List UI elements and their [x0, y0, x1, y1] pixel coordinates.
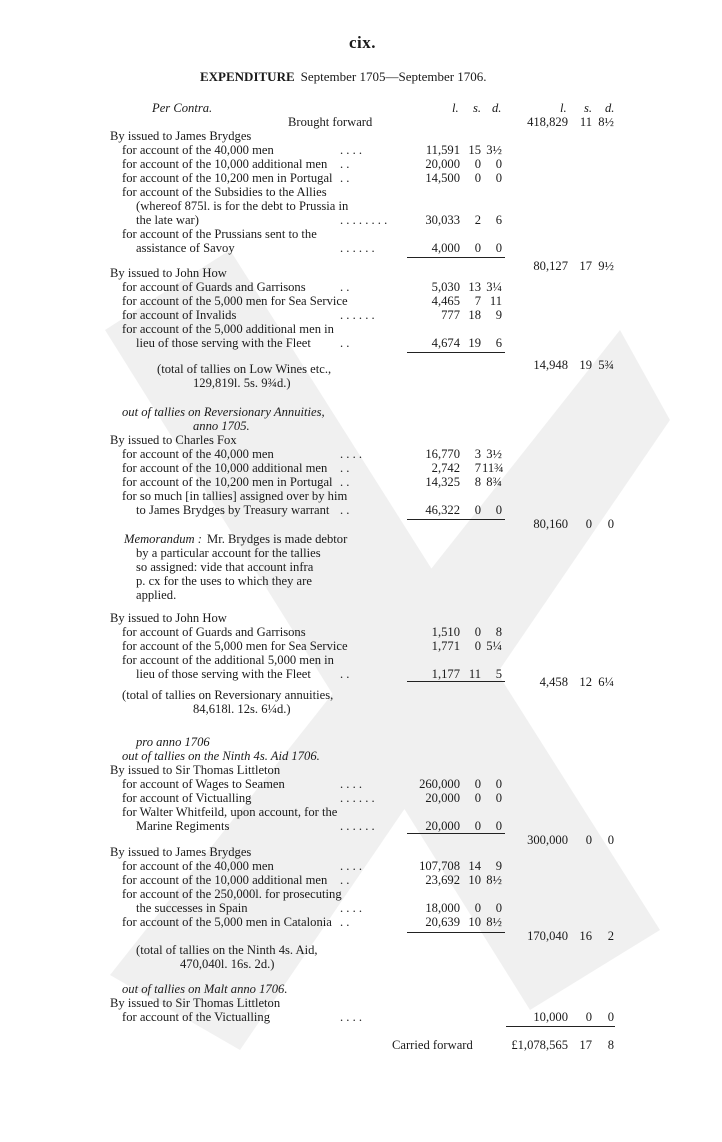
a-total-d: 9½ [598, 259, 614, 273]
e-intro-0: pro anno 1706 [136, 735, 210, 749]
e-row-2-text: for Walter Whitfeild, upon account, for the [122, 805, 338, 819]
f-row-0-text: for account of the 40,000 men [122, 859, 274, 873]
e-row-3-l: 20,000 [425, 819, 460, 833]
d-total-s: 12 [579, 675, 592, 689]
col-header-s-inner: s. [473, 101, 482, 115]
d-row-0-text: for account of Guards and Garrisons [122, 625, 306, 639]
b-row-4-text: lieu of those serving with the Fleet [136, 336, 311, 350]
c-row-2-l: 14,325 [425, 475, 460, 489]
a-row-0-l: 11,591 [425, 143, 460, 157]
c-intro-1: anno 1705. [193, 419, 250, 433]
d-row-1-l: 1,771 [431, 639, 460, 653]
a-row-1-text: for account of the 10,000 additional men [122, 157, 328, 171]
f-row-3-l: 18,000 [425, 901, 460, 915]
e-row-1-text: for account of Victualling [122, 791, 252, 805]
f-row-4-s: 10 [468, 915, 481, 929]
c-row-0-dots: . . . . [340, 447, 363, 461]
brought-forward-label: Brought forward [288, 115, 373, 129]
memo-line-3: p. cx for the uses to which they are [136, 574, 312, 588]
a-row-1-d: 0 [495, 157, 502, 171]
memo-line-0 [124, 532, 347, 546]
c-title: By issued to Charles Fox [110, 433, 237, 447]
a-title: By issued to James Brydges [110, 129, 252, 143]
b-row-2-d: 9 [495, 308, 502, 322]
c-row-3-text: for so much [in tallies] assigned over by him [122, 489, 348, 503]
f-row-2-text: for account of the 250,000l. for prosecuting [122, 887, 342, 901]
e-total-l: 300,000 [527, 833, 568, 847]
c-row-0-s: 3 [474, 447, 481, 461]
f-row-1-s: 10 [468, 873, 481, 887]
c-row-2-s: 8 [474, 475, 481, 489]
c-row-1-d: 11¾ [482, 461, 504, 475]
b-total-d: 5¾ [598, 358, 614, 372]
c-intro-0: out of tallies on Reversionary Annuities, [122, 405, 325, 419]
f-row-3-d: 0 [495, 901, 502, 915]
c-row-1-dots: . . [340, 461, 350, 475]
col-header-l-outer: l. [560, 101, 567, 115]
b-row-1-l: 4,465 [431, 294, 460, 308]
b-row-2-dots: . . . . . . [340, 308, 375, 322]
memo-label: Memorandum : [124, 532, 202, 546]
g-row-0-s: 0 [585, 1010, 592, 1024]
g-row-0-l: 10,000 [533, 1010, 568, 1024]
carried-forward-d: 8 [607, 1038, 614, 1052]
g-title: By issued to Sir Thomas Littleton [110, 996, 281, 1010]
f-note-0: (total of tallies on the Ninth 4s. Aid, [136, 943, 318, 957]
a-row-5-text: the late war) [136, 213, 199, 227]
f-title: By issued to James Brydges [110, 845, 252, 859]
f-row-4-text: for account of the 5,000 men in Catalonia [122, 915, 332, 929]
a-row-7-l: 4,000 [431, 241, 460, 255]
f-total-s: 16 [579, 929, 592, 943]
b-title: By issued to John How [110, 266, 227, 280]
c-row-4-text: to James Brydges by Treasury warrant [136, 503, 330, 517]
e-row-0-s: 0 [474, 777, 481, 791]
a-row-5-dots: . . . . . . . . [340, 213, 388, 227]
e-total-d: 0 [607, 833, 614, 847]
c-row-4-dots: . . [340, 503, 350, 517]
memo-line-1: by a particular account for the tallies [136, 546, 321, 560]
d-note-0: (total of tallies on Reversionary annuities, [122, 688, 334, 702]
a-row-7-s: 0 [474, 241, 481, 255]
b-row-4-d: 6 [495, 336, 502, 350]
a-row-2-l: 14,500 [425, 171, 460, 185]
a-row-0-text: for account of the 40,000 men [122, 143, 274, 157]
a-row-2-s: 0 [474, 171, 481, 185]
a-row-3-text: for account of the Subsidies to the Allies [122, 185, 327, 199]
c-row-1-s: 7 [474, 461, 481, 475]
f-row-1-text: for account of the 10,000 additional men [122, 873, 328, 887]
f-row-0-l: 107,708 [419, 859, 460, 873]
f-row-1-d: 8½ [486, 873, 502, 887]
a-row-1-s: 0 [474, 157, 481, 171]
e-row-1-s: 0 [474, 791, 481, 805]
a-row-7-dots: . . . . . . [340, 241, 375, 255]
c-row-0-d: 3½ [486, 447, 502, 461]
brought-forward-l: 418,829 [527, 115, 568, 129]
f-row-3-dots: . . . . [340, 901, 363, 915]
heading-dates: September 1705—September 1706. [300, 69, 487, 84]
b-row-0-d: 3¼ [486, 280, 502, 294]
d-row-0-l: 1,510 [431, 625, 460, 639]
col-header-d-inner: d. [492, 101, 502, 115]
f-subtotal-rule [407, 932, 505, 933]
a-row-1-dots: . . [340, 157, 350, 171]
a-row-2-text: for account of the 10,200 men in Portugal [122, 171, 333, 185]
d-total-l: 4,458 [539, 675, 568, 689]
e-row-0-l: 260,000 [419, 777, 460, 791]
b-row-0-dots: . . [340, 280, 350, 294]
e-row-0-d: 0 [495, 777, 502, 791]
c-row-4-d: 0 [495, 503, 502, 517]
a-row-0-dots: . . . . [340, 143, 363, 157]
col-header-d-outer: d. [605, 101, 615, 115]
e-row-3-d: 0 [495, 819, 502, 833]
d-row-3-l: 1,177 [431, 667, 460, 681]
e-subtotal-rule [407, 833, 505, 834]
f-row-0-d: 9 [495, 859, 502, 873]
c-subtotal-rule [407, 519, 505, 520]
e-row-1-d: 0 [495, 791, 502, 805]
f-total-d: 2 [607, 929, 614, 943]
b-total-l: 14,948 [533, 358, 568, 372]
e-row-1-l: 20,000 [425, 791, 460, 805]
b-row-1-s: 7 [474, 294, 481, 308]
c-row-2-dots: . . [340, 475, 350, 489]
b-row-0-text: for account of Guards and Garrisons [122, 280, 306, 294]
memo-line-2: so assigned: vide that account infra [136, 560, 314, 574]
brought-forward-s: 11 [579, 115, 592, 129]
a-row-7-d: 0 [495, 241, 502, 255]
c-row-0-l: 16,770 [425, 447, 460, 461]
c-row-1-text: for account of the 10,000 additional men [122, 461, 328, 475]
carried-forward-s: 17 [579, 1038, 592, 1052]
b-note-0: (total of tallies on Low Wines etc., [157, 362, 332, 376]
per-contra-label: Per Contra. [152, 101, 213, 115]
col-header-l-inner: l. [452, 101, 459, 115]
b-row-4-dots: . . [340, 336, 350, 350]
memo-text-0: Mr. Brydges is made debtor [207, 532, 348, 546]
f-row-1-l: 23,692 [425, 873, 460, 887]
b-row-0-s: 13 [468, 280, 481, 294]
d-title: By issued to John How [110, 611, 227, 625]
a-total-l: 80,127 [533, 259, 568, 273]
c-total-d: 0 [607, 517, 614, 531]
c-total-s: 0 [585, 517, 592, 531]
f-row-3-text: the successes in Spain [136, 901, 248, 915]
e-row-3-text: Marine Regiments [136, 819, 230, 833]
d-row-3-d: 5 [495, 667, 502, 681]
g-row-0-text: for account of the Victualling [122, 1010, 270, 1024]
c-row-2-d: 8¾ [486, 475, 502, 489]
b-row-2-text: for account of Invalids [122, 308, 237, 322]
a-row-5-d: 6 [495, 213, 502, 227]
b-row-2-s: 18 [468, 308, 481, 322]
a-row-2-dots: . . [340, 171, 350, 185]
f-row-4-l: 20,639 [425, 915, 460, 929]
c-row-4-l: 46,322 [425, 503, 460, 517]
d-subtotal-rule [407, 681, 505, 682]
a-subtotal-rule [407, 257, 505, 258]
g-intro-0: out of tallies on Malt anno 1706. [122, 982, 288, 996]
b-row-3-text: for account of the 5,000 additional men in [122, 322, 334, 336]
b-row-1-text: for account of the 5,000 men for Sea Service [122, 294, 348, 308]
carried-forward-label: Carried forward [392, 1038, 473, 1052]
f-row-4-d: 8½ [486, 915, 502, 929]
b-row-2-l: 777 [441, 308, 460, 322]
page-heading [200, 70, 487, 84]
brought-forward-d: 8½ [598, 115, 614, 129]
d-row-0-d: 8 [495, 625, 502, 639]
d-row-2-text: for account of the additional 5,000 men in [122, 653, 334, 667]
a-row-7-text: assistance of Savoy [136, 241, 235, 255]
e-total-s: 0 [585, 833, 592, 847]
g-row-0-d: 0 [607, 1010, 614, 1024]
a-row-4-text: (whereof 875l. is for the debt to Prussia in [136, 199, 349, 213]
a-row-5-s: 2 [474, 213, 481, 227]
g-row-0-dots: . . . . [340, 1010, 363, 1024]
b-subtotal-rule [407, 352, 505, 353]
a-total-s: 17 [579, 259, 592, 273]
d-row-3-s: 11 [468, 667, 481, 681]
b-row-0-l: 5,030 [431, 280, 460, 294]
e-intro-1: out of tallies on the Ninth 4s. Aid 1706. [122, 749, 320, 763]
d-row-3-text: lieu of those serving with the Fleet [136, 667, 311, 681]
b-row-1-d: 11 [489, 294, 502, 308]
b-total-s: 19 [579, 358, 592, 372]
memo-line-4: applied. [136, 588, 177, 602]
a-row-1-l: 20,000 [425, 157, 460, 171]
a-row-2-d: 0 [495, 171, 502, 185]
e-row-1-dots: . . . . . . [340, 791, 375, 805]
d-row-0-s: 0 [474, 625, 481, 639]
e-row-3-s: 0 [474, 819, 481, 833]
d-row-1-d: 5¼ [486, 639, 502, 653]
c-row-4-s: 0 [474, 503, 481, 517]
f-row-4-dots: . . [340, 915, 350, 929]
e-title: By issued to Sir Thomas Littleton [110, 763, 281, 777]
c-row-0-text: for account of the 40,000 men [122, 447, 274, 461]
f-row-1-dots: . . [340, 873, 350, 887]
b-row-4-s: 19 [468, 336, 481, 350]
c-total-l: 80,160 [533, 517, 568, 531]
a-row-0-d: 3½ [486, 143, 502, 157]
d-note-1: 84,618l. 12s. 6¼d.) [193, 702, 291, 716]
a-row-0-s: 15 [468, 143, 481, 157]
a-row-5-l: 30,033 [425, 213, 460, 227]
e-row-0-text: for account of Wages to Seamen [122, 777, 285, 791]
e-row-3-dots: . . . . . . [340, 819, 375, 833]
heading-bold: EXPENDITURE [200, 69, 295, 84]
c-row-2-text: for account of the 10,200 men in Portugal [122, 475, 333, 489]
page-number: cix. [349, 33, 377, 52]
f-row-0-dots: . . . . [340, 859, 363, 873]
e-row-0-dots: . . . . [340, 777, 363, 791]
f-total-l: 170,040 [527, 929, 568, 943]
f-note-1: 470,040l. 16s. 2d.) [180, 957, 275, 971]
d-row-3-dots: . . [340, 667, 350, 681]
d-total-d: 6¼ [598, 675, 614, 689]
d-row-1-text: for account of the 5,000 men for Sea Service [122, 639, 348, 653]
a-row-6-text: for account of the Prussians sent to the [122, 227, 317, 241]
col-header-s-outer: s. [584, 101, 593, 115]
c-row-1-l: 2,742 [431, 461, 460, 475]
carried-forward-l: £1,078,565 [511, 1038, 568, 1052]
f-row-3-s: 0 [474, 901, 481, 915]
g-total-rule [506, 1026, 615, 1027]
d-row-1-s: 0 [474, 639, 481, 653]
b-row-4-l: 4,674 [431, 336, 460, 350]
b-note-1: 129,819l. 5s. 9¾d.) [193, 376, 291, 390]
f-row-0-s: 14 [468, 859, 481, 873]
